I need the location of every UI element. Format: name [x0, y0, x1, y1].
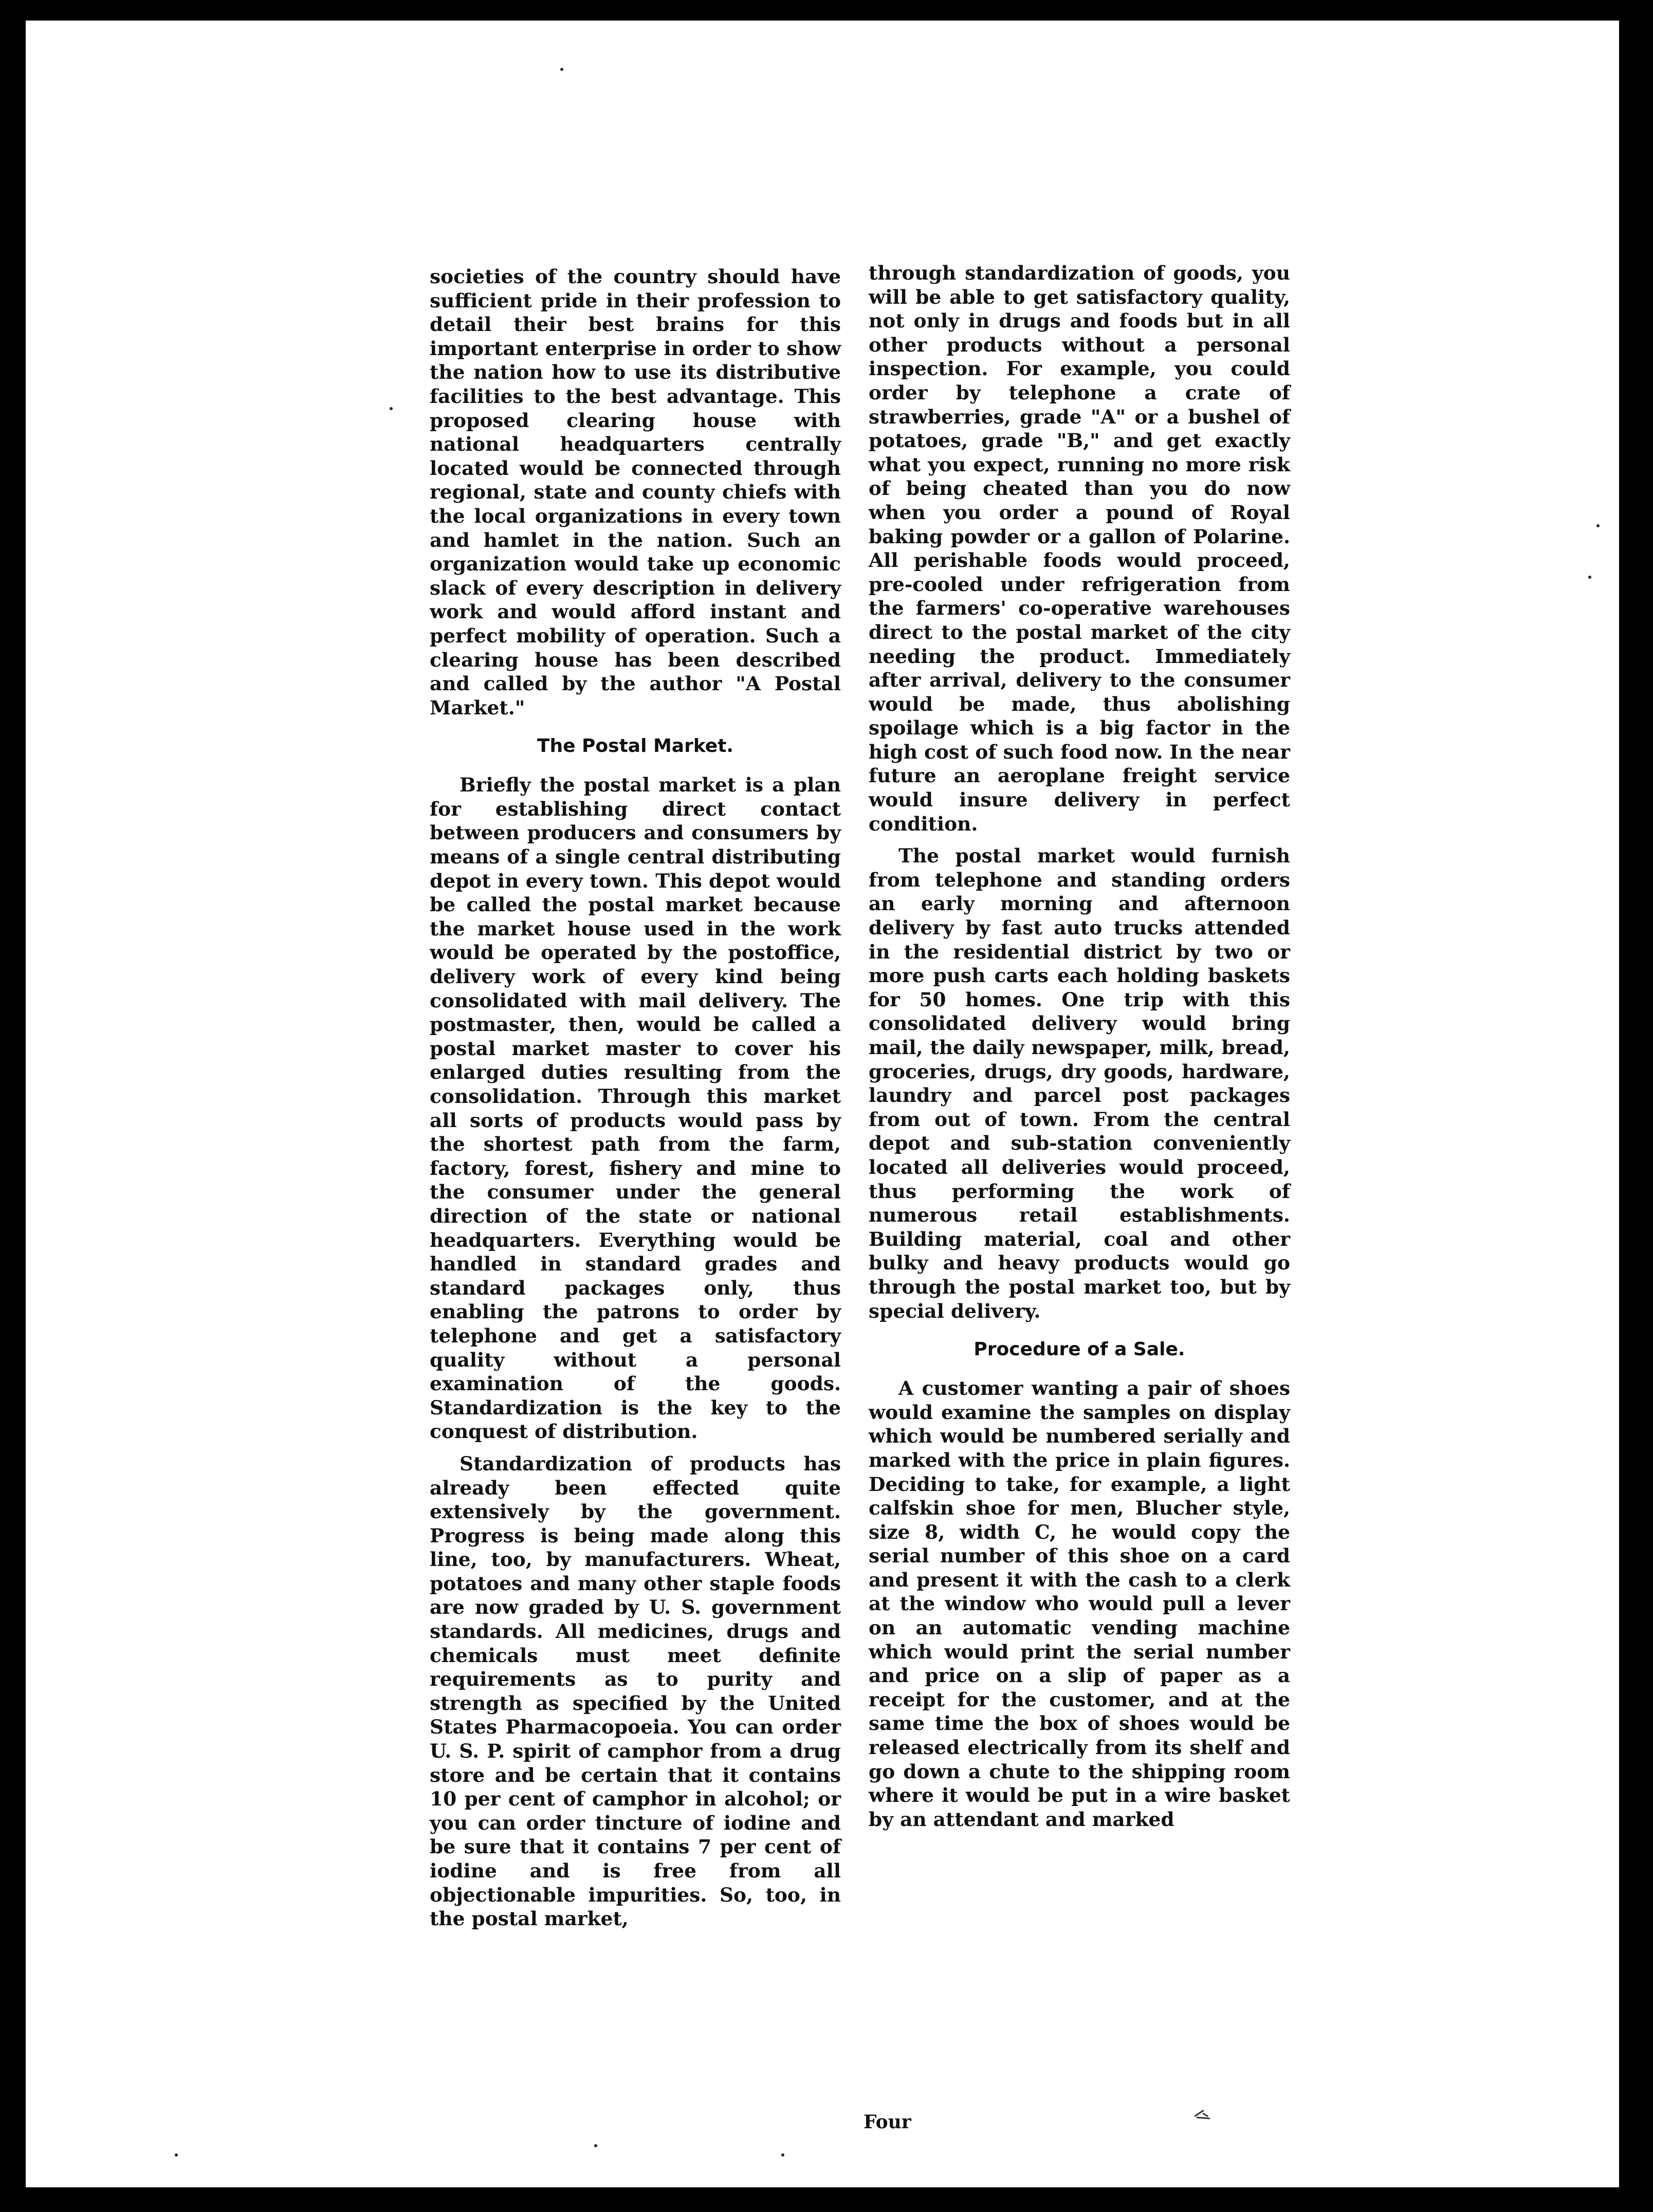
scan-speck — [1588, 576, 1591, 579]
scanned-page — [26, 21, 1619, 2187]
section-heading-procedure-of-sale: Procedure of a Sale. — [974, 1339, 1185, 1360]
scan-speck — [1596, 524, 1600, 527]
page-number: Four — [864, 2111, 911, 2133]
right-column — [869, 261, 1290, 1831]
left-column — [430, 265, 841, 1931]
right-paragraph-2: The postal market would furnish from telephone and standing orders an early morning and afternoon delivery by fast auto trucks attended in the residential district by two or more push carts each holding baskets for 50 homes. One trip with this consolidated delivery would bring mail, the daily newspaper, milk, bread, groceries, drugs, dry goods, hardware, laundry and parcel post packages from out of town. From the central depot and sub-station conveniently located all deliveries would proceed, thus performing the work of numerous retail establishments. Building material, coal and other bulky and heavy products would go through the postal market too, but by special delivery. — [869, 844, 1290, 1322]
scan-speck — [390, 407, 393, 410]
section-heading-postal-market: The Postal Market. — [537, 735, 734, 757]
right-paragraph-1: through standardization of goods, you will be able to get satisfactory quality, not only in drugs and foods but in all other products without a personal inspection. For example, you could order by telephone a crate of strawberries, grade "A" or a bushel of potatoes, grade "B," and get exactly what you expect, running no more risk of being cheated than you do now when you order a pound of Royal baking powder or a gallon of Polarine. All perishable foods would proceed, pre-cooled under refrigeration from the farmers' co-operative warehouses direct to the postal market of the city needing the product. Immediately after arrival, delivery to the consumer would be made, thus abolishing spoilage which is a big factor in the high cost of such food now. In the near future an aeroplane freight service would insure delivery in perfect condition. — [869, 262, 1290, 835]
left-paragraph-1: societies of the country should have sufficient pride in their profession to detail their best brains for this important enterprise in order to show the nation how to use its distributive facilities to the best advantage. This proposed clearing house with national headquarters centrally located would be connected through regional, state and county chiefs with the local organizations in every town and hamlet in the nation. Such an organization would take up economic slack of every description in delivery work and would afford instant and perfect mobility of operation. Such a clearing house has been described and called by the author "A Postal Market." — [430, 265, 841, 719]
scan-speck — [781, 2153, 784, 2156]
scan-speck — [560, 68, 563, 71]
scan-speck — [594, 2144, 597, 2147]
scan-speck — [175, 2153, 178, 2156]
pencil-mark-icon — [1192, 2106, 1213, 2122]
left-paragraph-3: Standardization of products has already been effected quite extensively by the government. Progress is being made along this line, too, by manufacturers. Wheat, potatoes and many other staple foods are now graded by U. S. government standards. All medicines, drugs and chemicals must meet definite requirements as to purity and strength as specified by the United States Pharmacopoeia. You can order U. S. P. spirit of camphor from a drug store and be certain that it contains 10 per cent of camphor in alcohol; or you can order tincture of iodine and be sure that it contains 7 per cent of iodine and is free from all objectionable impurities. So, too, in the postal market, — [430, 1452, 841, 1930]
left-paragraph-2: Briefly the postal market is a plan for establishing direct contact between producers and consumers by means of a single central distributing depot in every town. This depot would be called the postal market because the market house used in the work would be operated by the postoffice, delivery work of every kind being consolidated with mail delivery. The postmaster, then, would be called a postal market master to cover his enlarged duties resulting from the consolidation. Through this market all sorts of products would pass by the shortest path from the farm, factory, forest, fishery and mine to the consumer under the general direction of the state or national headquarters. Everything would be handled in standard grades and standard packages only, thus enabling the patrons to order by telephone and get a satisfactory quality without a personal examination of the goods. Standardization is the key to the conquest of distribution. — [430, 773, 841, 1443]
right-paragraph-3: A customer wanting a pair of shoes would examine the samples on display which would be numbered serially and marked with the price in plain figures. Deciding to take, for example, a light calfskin shoe for men, Blucher style, size 8, width C, he would copy the serial number of this shoe on a card and present it with the cash to a clerk at the window who would pull a lever on an automatic vending machine which would print the serial number and price on a slip of paper as a receipt for the customer, and at the same time the box of shoes would be released electrically from its shelf and go down a chute to the shipping room where it would be put in a wire basket by an attendant and marked — [869, 1377, 1290, 1831]
